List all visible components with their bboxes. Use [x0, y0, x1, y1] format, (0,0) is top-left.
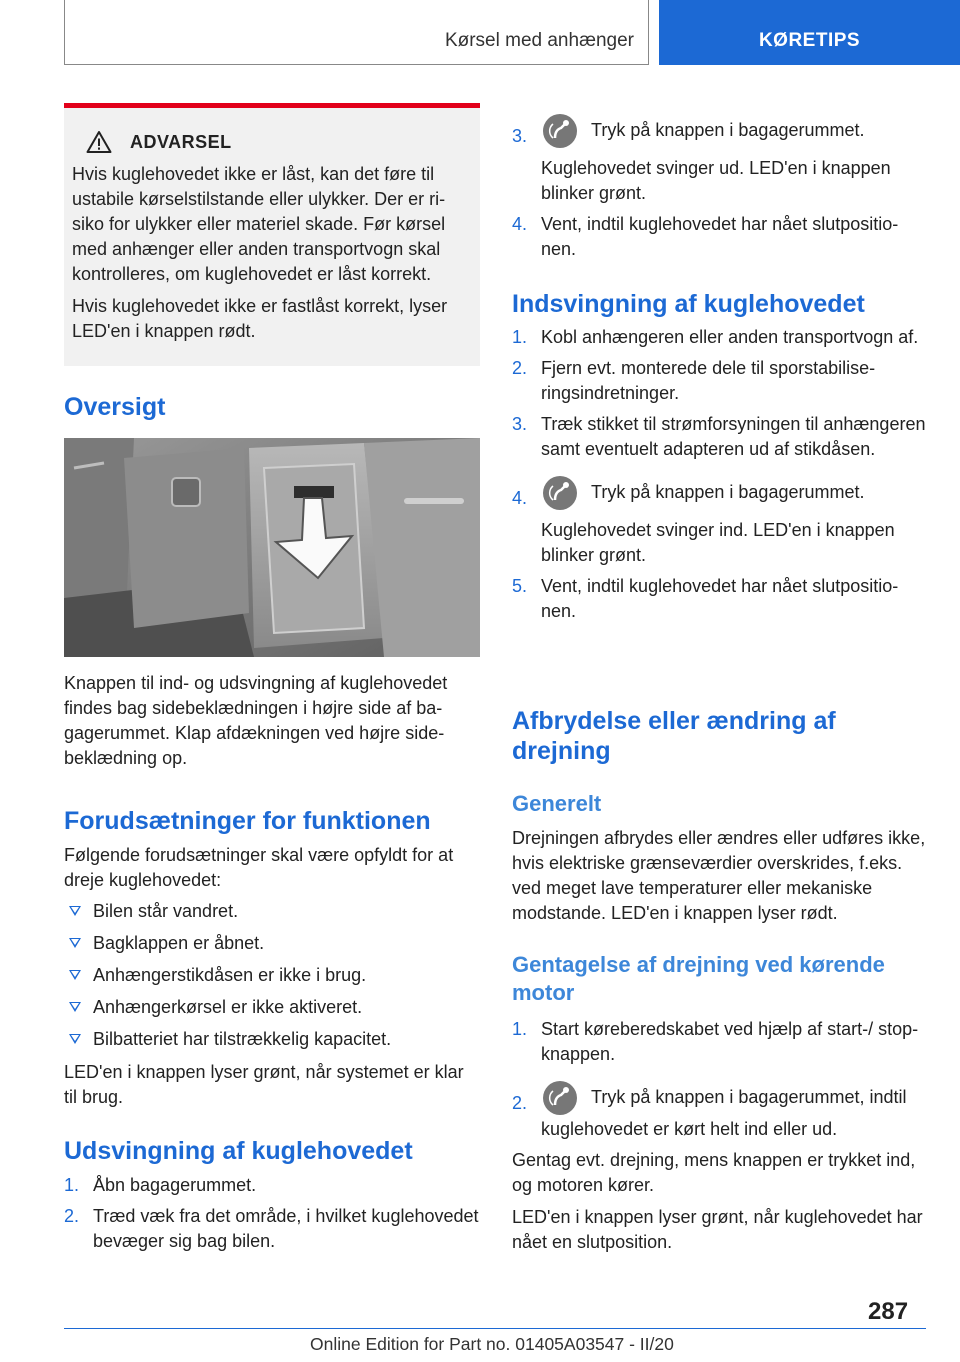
list-item: 3. Træk stikket til strømforsyningen til anhængeren samt eventuelt adapteren ud af stikdåsen. [512, 414, 926, 459]
generelt-text: Drejningen afbrydes eller ændres eller udføres ikke, hvis elektriske grænseværdier overskrides, f.eks. ved meget lave temperaturer eller mekaniske modstande. LED'en i knappen lyser rødt. [512, 828, 926, 923]
warning-text-2: Hvis kuglehovedet ikke er fastlåst korrekt, lyser LED'en i knappen rødt. [72, 296, 448, 341]
list-item: 2. Træd væk fra det område, i hvilket kuglehovedet bevæger sig bag bilen. [64, 1206, 479, 1251]
gentagelse-text-2: LED'en i knappen lyser grønt, når kuglehovedet har nået en slutposition. [512, 1207, 923, 1252]
list-item: Anhængerkørsel er ikke aktiveret. [64, 995, 480, 1020]
triangle-bullet-icon [69, 970, 81, 980]
header-chapter-tab: KØRETIPS [659, 0, 960, 65]
heading-oversigt: Oversigt [64, 393, 166, 421]
triangle-bullet-icon [69, 938, 81, 948]
header-section-box [64, 0, 649, 65]
warning-title: ADVARSEL [130, 131, 232, 152]
triangle-bullet-icon [69, 1002, 81, 1012]
header-section-title: Kørsel med anhænger [444, 30, 634, 51]
step-result: Kuglehovedet svinger ud. LED'en i knappen blinker grønt. [541, 158, 891, 203]
heading-afbrydelse: Afbrydelse eller ændring af drejning [512, 707, 836, 765]
warning-title-row [72, 130, 470, 154]
forudsaetninger-outro: LED'en i knappen lyser grønt, når systemet er klar til brug. [64, 1062, 464, 1107]
trunk-interior-image [64, 438, 480, 657]
heading-forudsaetninger: Forudsætninger for funktionen [64, 807, 431, 835]
list-item: 1. Start køreberedskabet ved hjælp af start-/ stop-knappen. [512, 1019, 919, 1064]
udsvingning-steps-right [512, 112, 927, 268]
tow-hitch-button-icon [541, 1079, 579, 1117]
tow-hitch-button-icon [541, 474, 579, 512]
list-item: 1. Åbn bagagerummet. [64, 1175, 257, 1195]
heading-gentagelse: Gentagelse af drejning ved kørende motor [512, 952, 885, 1005]
list-item: 2. Fjern evt. monterede dele til sporstabiliseringsindretninger. [512, 358, 876, 403]
footer-edition: Online Edition for Part no. 01405A03547 - II/20 [310, 1334, 674, 1354]
warning-text-1: Hvis kuglehovedet ikke er låst, kan det føre til ustabile kørselstilstande eller ulykker. Der er risiko for ulykker eller materiel skade. Før kørsel med anhænger eller anden transportvogn skal kontrolleres, om kuglehovedet er låst korrekt. [72, 164, 446, 284]
step-result: Kuglehovedet svinger ind. LED'en i knappen blinker grønt. [541, 520, 895, 565]
list-item: 4. Vent, indtil kuglehovedet har nået slutpositionen. [512, 214, 899, 259]
page-number: 287 [868, 1298, 909, 1325]
gentagelse-text-1: Gentag evt. drejning, mens knappen er trykket ind, og motoren kører. [512, 1150, 916, 1195]
list-item: 1. Kobl anhængeren eller anden transportvogn af. [512, 327, 919, 347]
trunk-photo [64, 438, 480, 657]
list-item: 3. Tryk på knappen i bagagerummet. Kuglehovedet svinger ud. LED'en i knappen blinker grønt. [512, 112, 927, 206]
prerequisites-list [64, 899, 480, 1059]
footer-divider [64, 1328, 926, 1329]
list-item: Bilen står vandret. [64, 899, 480, 924]
forudsaetninger-intro: Følgende forudsætninger skal være opfyldt for at dreje kuglehovedet: [64, 845, 454, 890]
tow-hitch-button-icon [541, 112, 579, 150]
indsvingning-steps [512, 325, 927, 630]
udsvingning-steps-left [64, 1173, 480, 1260]
list-item: Anhængerstikdåsen er ikke i brug. [64, 963, 480, 988]
heading-udsvingning: Udsvingning af kuglehovedet [64, 1137, 413, 1165]
triangle-bullet-icon [69, 906, 81, 916]
gentagelse-steps [512, 1017, 927, 1148]
warning-box [64, 103, 480, 366]
list-item: Bilbatteriet har tilstrækkelig kapacitet. [64, 1027, 480, 1052]
triangle-bullet-icon [69, 1034, 81, 1044]
heading-indsvingning: Indsvingning af kuglehovedet [512, 290, 865, 318]
list-item: 2. Tryk på knappen i bagagerummet, indtil kuglehovedet er kørt helt ind eller ud. [512, 1079, 927, 1142]
oversigt-caption: Knappen til ind- og udsvingning af kuglehovedet findes bag sidebeklædningen i højre side af bagagerummet. Klap afdækningen ved højre sidebeklædning op. [64, 673, 448, 768]
warning-triangle-icon [86, 130, 112, 154]
list-item: 4. Tryk på knappen i bagagerummet. Kuglehovedet svinger ind. LED'en i knappen blinker grønt. [512, 474, 927, 568]
heading-generelt: Generelt [512, 791, 602, 816]
list-item: Bagklappen er åbnet. [64, 931, 480, 956]
list-item: 5. Vent, indtil kuglehovedet har nået slutpositionen. [512, 576, 899, 621]
